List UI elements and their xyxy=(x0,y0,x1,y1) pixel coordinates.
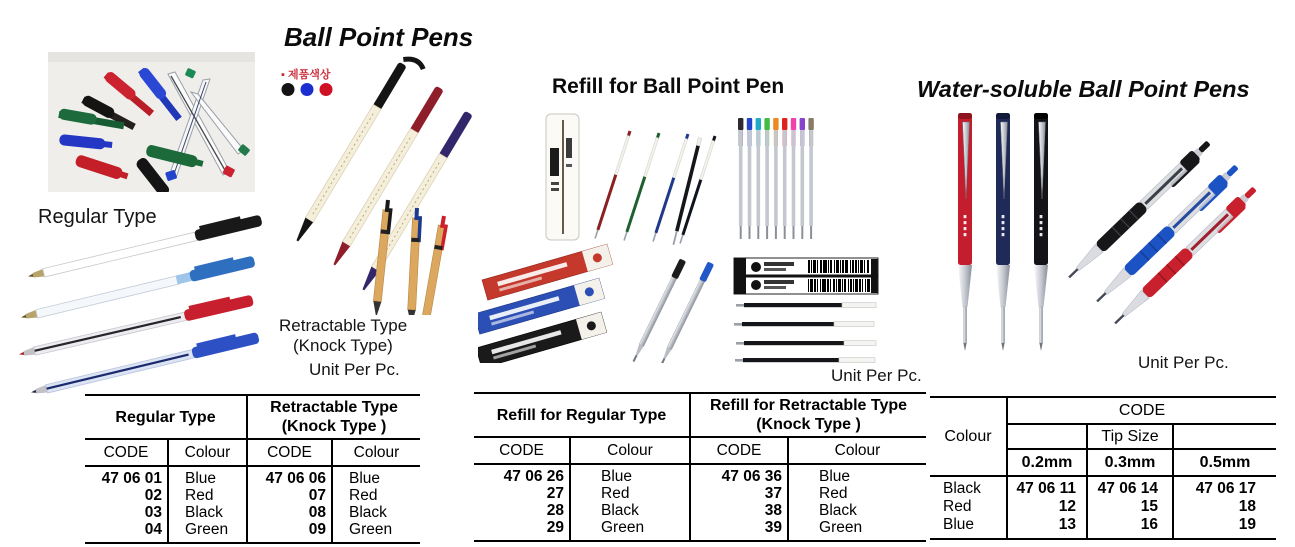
code-cell: 03 xyxy=(144,504,162,521)
section-title-watersoluble: Water-soluble Ball Point Pens xyxy=(917,76,1250,102)
group-title: Refill for Regular Type xyxy=(496,406,667,424)
wooden-pen-blue-clip xyxy=(407,208,423,315)
table-row xyxy=(85,504,420,521)
table-row xyxy=(474,464,926,485)
refill-codes-table xyxy=(474,392,926,542)
colour-cell: Green xyxy=(168,521,247,543)
gel-refills-row xyxy=(738,118,814,239)
colour-header: Colour xyxy=(332,439,420,466)
note-bullet: ▪ xyxy=(281,69,285,81)
tip-size-header: Tip Size xyxy=(1087,424,1173,449)
retractable-type-label: Retractable Type xyxy=(279,316,408,335)
code-cell: 47 06 26 xyxy=(503,468,564,485)
group-title: Regular Type xyxy=(115,408,216,426)
table-row xyxy=(930,476,1276,498)
code-cell: 47 06 36 xyxy=(690,464,788,485)
code-header: CODE xyxy=(1007,397,1276,424)
code-cell: 09 xyxy=(247,521,332,543)
packaged-refill xyxy=(546,114,579,240)
code-cell: 12 xyxy=(1007,498,1087,516)
horizontal-refills xyxy=(734,303,876,363)
colour-cell: Red xyxy=(168,487,247,504)
code-cell: 27 xyxy=(546,485,564,502)
retractable-pens-image xyxy=(270,50,475,315)
empty-cell xyxy=(1007,424,1087,449)
slim-pen-black xyxy=(1034,113,1048,351)
code-cell: 02 xyxy=(144,487,162,504)
code-header: CODE xyxy=(247,439,332,466)
group-header-refill-regular xyxy=(474,393,690,437)
colour-cell: Red xyxy=(332,487,420,504)
colour-cell: Black xyxy=(570,502,690,519)
code-cell: 37 xyxy=(690,485,788,502)
colour-cell: Blue xyxy=(943,516,975,533)
group-header-retractable xyxy=(247,395,420,439)
unit-per-pc-label-middle: Unit Per Pc. xyxy=(831,366,922,385)
ballpoint-codes-table xyxy=(85,394,420,544)
code-cell: 39 xyxy=(690,519,788,541)
regular-type-label: Regular Type xyxy=(38,206,157,228)
retractable-pen-red xyxy=(1111,184,1261,329)
colour-header: Colour xyxy=(570,437,690,464)
code-cell: 08 xyxy=(247,504,332,521)
colour-cell: Black xyxy=(332,504,420,521)
watersoluble-codes-table xyxy=(930,396,1276,540)
section-title-ballpoint: Ball Point Pens xyxy=(284,22,474,52)
barcode-refill-package xyxy=(734,258,878,294)
colour-cell: Red xyxy=(943,498,972,515)
table-row xyxy=(930,516,1276,539)
code-header: CODE xyxy=(690,437,788,464)
code-cell: 47 06 01 xyxy=(101,470,162,487)
colour-cell: Black xyxy=(943,480,981,497)
code-cell: 47 06 17 xyxy=(1173,476,1276,498)
section-title-refill: Refill for Ball Point Pen xyxy=(552,75,785,98)
table-row xyxy=(85,521,420,543)
colour-cell: Blue xyxy=(332,466,420,487)
code-header: CODE xyxy=(474,437,570,464)
table-row xyxy=(930,498,1276,516)
table-row xyxy=(474,485,926,502)
code-cell: 47 06 11 xyxy=(1007,476,1087,498)
group-title-line1: Retractable Type xyxy=(270,399,398,416)
code-cell: 28 xyxy=(546,502,564,519)
group-title-line2: (Knock Type ) xyxy=(281,418,387,435)
tip-size-03: 0.3mm xyxy=(1087,449,1173,476)
note-text: 제품색상 xyxy=(287,69,331,81)
colour-cell: Green xyxy=(788,519,926,541)
wooden-pen-red-clip xyxy=(420,215,450,315)
group-title-line2: (Knock Type ) xyxy=(756,416,861,433)
metal-refill-blue xyxy=(658,261,714,363)
code-cell: 29 xyxy=(546,519,564,536)
table-row xyxy=(474,519,926,541)
regular-pens-image xyxy=(0,210,270,395)
watersoluble-pens-image xyxy=(945,103,1293,355)
code-cell: 18 xyxy=(1173,498,1276,516)
pen-clear-blue-cap xyxy=(29,329,260,395)
code-cell: 47 06 06 xyxy=(247,466,332,487)
refill-boxes xyxy=(478,244,613,363)
tip-size-05: 0.5mm xyxy=(1173,449,1276,476)
group-header-refill-retractable xyxy=(690,393,926,437)
knock-type-label: (Knock Type) xyxy=(293,336,393,355)
unit-per-pc-label-left: Unit Per Pc. xyxy=(309,360,400,379)
colour-cell: Green xyxy=(570,519,690,541)
code-cell: 04 xyxy=(144,521,162,538)
empty-cell xyxy=(1173,424,1276,449)
code-cell: 15 xyxy=(1087,498,1173,516)
code-cell: 47 06 14 xyxy=(1087,476,1173,498)
colour-cell: Blue xyxy=(570,464,690,485)
colour-header: Colour xyxy=(788,437,926,464)
metal-refill-black xyxy=(630,258,686,363)
refills-image xyxy=(478,108,925,363)
group-header-regular xyxy=(85,395,247,439)
table-row xyxy=(85,487,420,504)
table-row xyxy=(474,502,926,519)
scattered-pens-photo xyxy=(48,52,255,192)
code-cell: 13 xyxy=(1007,516,1087,539)
colour-cell: Red xyxy=(788,485,926,502)
tip-size-02: 0.2mm xyxy=(1007,449,1087,476)
colour-cell: Black xyxy=(788,502,926,519)
colour-cell: Green xyxy=(332,521,420,543)
colour-cell: Blue xyxy=(168,466,247,487)
code-cell: 19 xyxy=(1173,516,1276,539)
colour-cell: Blue xyxy=(788,464,926,485)
code-cell: 07 xyxy=(247,487,332,504)
slim-pen-red xyxy=(958,113,972,351)
wooden-pen-black-clip xyxy=(372,200,394,315)
group-title-line1: Refill for Retractable Type xyxy=(709,397,908,414)
slim-pen-navy xyxy=(996,113,1010,351)
code-cell: 16 xyxy=(1087,516,1173,539)
code-header: CODE xyxy=(85,439,168,466)
colour-cell: Red xyxy=(570,485,690,502)
colour-header: Colour xyxy=(168,439,247,466)
unit-per-pc-label-right: Unit Per Pc. xyxy=(1138,353,1229,372)
colour-header: Colour xyxy=(930,397,1007,476)
table-row xyxy=(85,466,420,487)
colour-cell: Black xyxy=(168,504,247,521)
code-cell: 38 xyxy=(690,502,788,519)
